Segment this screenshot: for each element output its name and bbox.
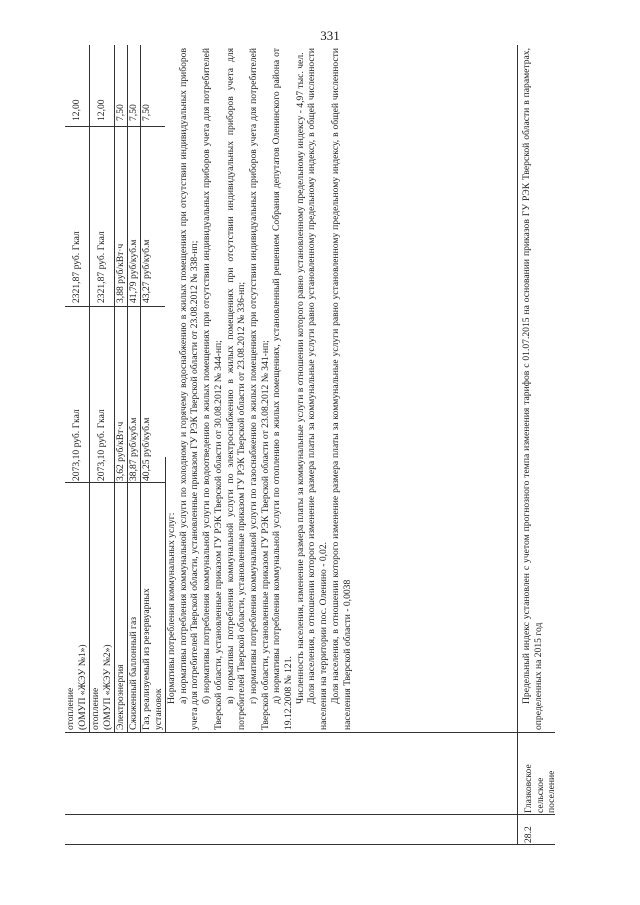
rotated-table-container [65,45,558,845]
tariff-row: отопление (ОМУП «ЖЭУ №2») 2073,10 руб. Гкал 2321,87 руб. Гкал 12,00 [90,99,113,730]
norm-g: г) нормативы потребления коммунальной услуги по газоснабжению в жилых помещениях при отсутствии индивидуальных приборов учета для потребителей Тверской области, установленные приказом ГУ РЭК Тверской области от 23.08.2012 № 341-нп; [247,48,271,730]
norms-heading: Нормативы потребления коммунальных услуг: [166,512,177,704]
settlement-name: Глазковское сельское поселение [523,764,558,813]
tariff-row: отопление (ОМУП «ЖЭУ №1») 2073,10 руб. Гкал 2321,87 руб. Гкал 12,00 [65,99,88,730]
next-row-text: Предельный индекс установлен с учетом прогнозного темпа изменения тарифов с 01.07.2015 на основании приказов ГУ РЭК Тверской области в параметрах, определенных на 2015 год [521,48,544,730]
table-frame [65,45,558,845]
row-separator [517,45,518,845]
norm-v: в) нормативы потребления коммунальной услуги по электроснабжению в жилых помещениях при отсутствии индивидуальных приборов учета для потребителей Тверской области, установленные приказом ГУ РЭК Тверской области от 23.08.2012 № 336-нп; [224,48,248,730]
tariff-row: Электроэнергия 3,62 руб/кВт·ч 3,88 руб/кВт·ч 7,50 [115,104,126,730]
population-count: Численность населения, изменение размера платы за коммунальные услуги в отношении которого равно установленному предельному индексу - 4,97 тыс. чел. [294,52,306,704]
norm-b: б) нормативы потребления коммунальной услуги по водоотведению в жилых помещениях при отсутствии индивидуальных приборов учета для потребителей Тверской области, установленные приказом ГУ РЭК Тверской области от 30.08.2012 № 344-нп; [201,48,224,730]
tariff-row: Сжиженный баллонный газ 38,87 руб/куб.м 41,79 руб/куб.м 7,50 [128,104,139,730]
table-left-border [65,844,555,845]
population-share-local: Доля населения, в отношении которого изменение размера платы за коммунальные услуги равно установленному предельному индексу, в общей численности населения на территории пос. Оленино - 0,02. [306,48,330,730]
tariff-row: Газ, реализуемый из резервуарных установок 40,25 руб/куб.м 43,27 руб/куб.м 7,50 [141,104,164,730]
page-number: 331 [320,28,340,43]
population-share-region: Доля населения, в отношении которого изменение размера платы за коммунальные услуги равно установленному предельному индексу, в общей численности населения Тверской области - 0,0038 [329,48,353,730]
norm-a: а) нормативы потребления коммунальной услуги по холодному и горячему водоснабжению в жилых помещениях при отсутствии индивидуальных приборов учета для потребителей Тверской области, установленные приказом ГУ РЭК Тверской области от 23.08.2012 № 338-нп; [177,48,201,730]
column-divider [65,814,555,815]
norm-d: д) нормативы потребления коммунальной услуги по отоплению в жилых помещениях, установленный решением Собрания депутатов Оленинского района от 19.12.2008 № 121. [271,48,295,730]
norms-text [166,48,353,730]
row-number: 28.2 [523,826,534,843]
